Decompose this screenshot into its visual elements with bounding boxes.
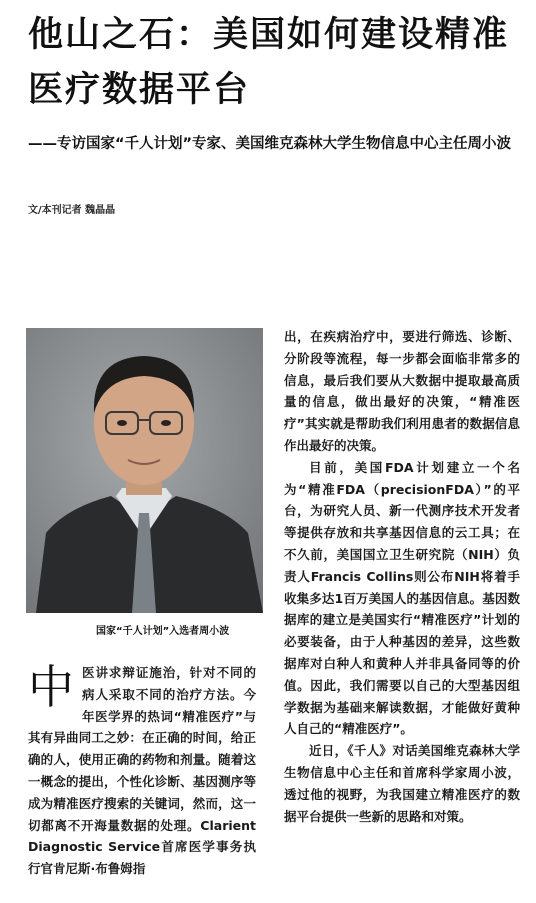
portrait-photo [26, 328, 263, 613]
drop-cap: 中 [28, 660, 74, 714]
right-paragraph-2: 目前，美国FDA计划建立一个名为“精准FDA（precisionFDA）”的平台，为研究人员、新一代测序技术开发者等提供存放和共享基因信息的云工具；在不久前，美国国立卫生研究院（NIH）负责人Francis Collins则公布NIH将着手收集多达1百万美国人的基因信息。基因数据库的建立是美国实行“精准医疗”计划的必要装备，由于人种基因的差异，这些数据库对白种人和黄种人并非具备同等的价值。因此，我们需要以自己的大型基因组学数据为基础来解读数据，才能做好黄种人自己的“精准医疗”。 [284, 459, 520, 737]
right-column [284, 326, 520, 827]
left-paragraph: 医讲求辩证施治，针对不同的病人采取不同的治疗方法。今年医学界的热词“精准医疗”与其有异曲同工之妙：在正确的时间，给正确的人，使用正确的药物和剂量。随着这一概念的提出，个性化诊断、基因测序等成为精准医疗搜索的关键词，然而，这一切都离不开海量数据的处理。Clarient Diagnostic Service首席医学事务执行官肯尼斯·布鲁姆指 [28, 665, 256, 877]
left-column [28, 662, 256, 880]
article-title: 他山之石：美国如何建设精准医疗数据平台 [28, 15, 510, 110]
article-subtitle: ——专访国家“千人计划”专家、美国维克森林大学生物信息中心主任周小波 [28, 136, 512, 152]
right-paragraph-1: 出，在疾病治疗中，要进行筛选、诊断、分阶段等流程，每一步都会面临非常多的信息，最后我们要从大数据中提取最高质量的信息，做出最好的决策，“精准医疗”其实就是帮助我们利用患者的数据信息作出最好的决策。 [284, 329, 520, 453]
right-paragraph-3: 近日，《千人》对话美国维克森林大学生物信息中心主任和首席科学家周小波，透过他的视野，为我国建立精准医疗的数据平台提供一些新的思路和对策。 [284, 743, 520, 824]
byline: 文/本刊记者 魏晶晶 [28, 205, 116, 216]
photo-caption: 国家“千人计划”入选者周小波 [96, 626, 230, 637]
